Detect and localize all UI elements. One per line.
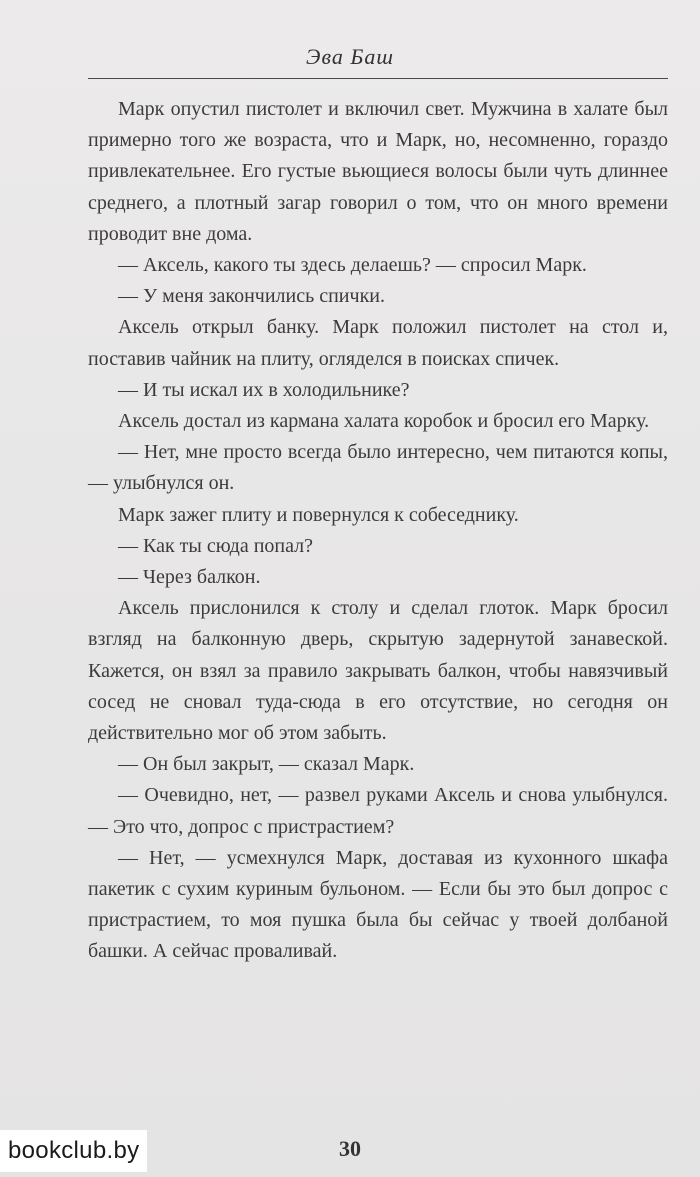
paragraph: — И ты искал их в холодильнике? — [118, 378, 410, 401]
paragraph: — Как ты сюда попал? — [118, 534, 314, 557]
paragraph: Аксель достал из кармана халата коробок и бросил его Марку. — [118, 410, 650, 433]
body-text — [88, 94, 668, 968]
paragraph: — Нет, мне просто всегда было интересно, чем питаются копы, — улыбнулся он. — [88, 441, 668, 495]
paragraph: — Через балкон. — [118, 566, 261, 589]
paragraph: Аксель открыл банку. Марк положил пистолет на стол и, поставив чайник на плиту, огляделся в поисках спичек. — [88, 316, 668, 370]
paragraph: — У меня закончились спички. — [118, 285, 385, 308]
paragraph: — Аксель, какого ты здесь делаешь? — спросил Марк. — [118, 254, 587, 277]
running-head-author: Эва Баш — [306, 44, 394, 69]
paragraph: — Он был закрыт, — сказал Марк. — [118, 753, 415, 776]
paragraph: — Нет, — усмехнулся Марк, доставая из кухонного шкафа пакетик с сухим куриным бульоном. — Если бы это был допрос с пристрастием, то моя пушка была бы сейчас у твоей долбаной башки. А сейчас проваливай. — [88, 846, 668, 963]
paragraph: Марк зажег плиту и повернулся к собеседнику. — [118, 503, 519, 526]
watermark-label: bookclub.by — [0, 1130, 147, 1172]
header-rule — [88, 78, 668, 79]
page-number: 30 — [339, 1136, 361, 1161]
paragraph: Аксель прислонился к столу и сделал глоток. Марк бросил взгляд на балконную дверь, скрытую задернутой занавеской. Кажется, он взял за правило закрывать балкон, чтобы навязчивый сосед не сновал туда-сюда в его отсутствие, но сегодня он действительно мог об этом забыть. — [88, 597, 668, 745]
paragraph: — Очевидно, нет, — развел руками Аксель и снова улыбнулся. — Это что, допрос с пристрастием? — [88, 784, 668, 838]
paragraph: Марк опустил пистолет и включил свет. Мужчина в халате был примерно того же возраста, что и Марк, но, несомненно, гораздо привлекательнее. Его густые вьющиеся волосы были чуть длиннее среднего, а плотный загар говорил о том, что он много времени проводит вне дома. — [88, 98, 668, 245]
